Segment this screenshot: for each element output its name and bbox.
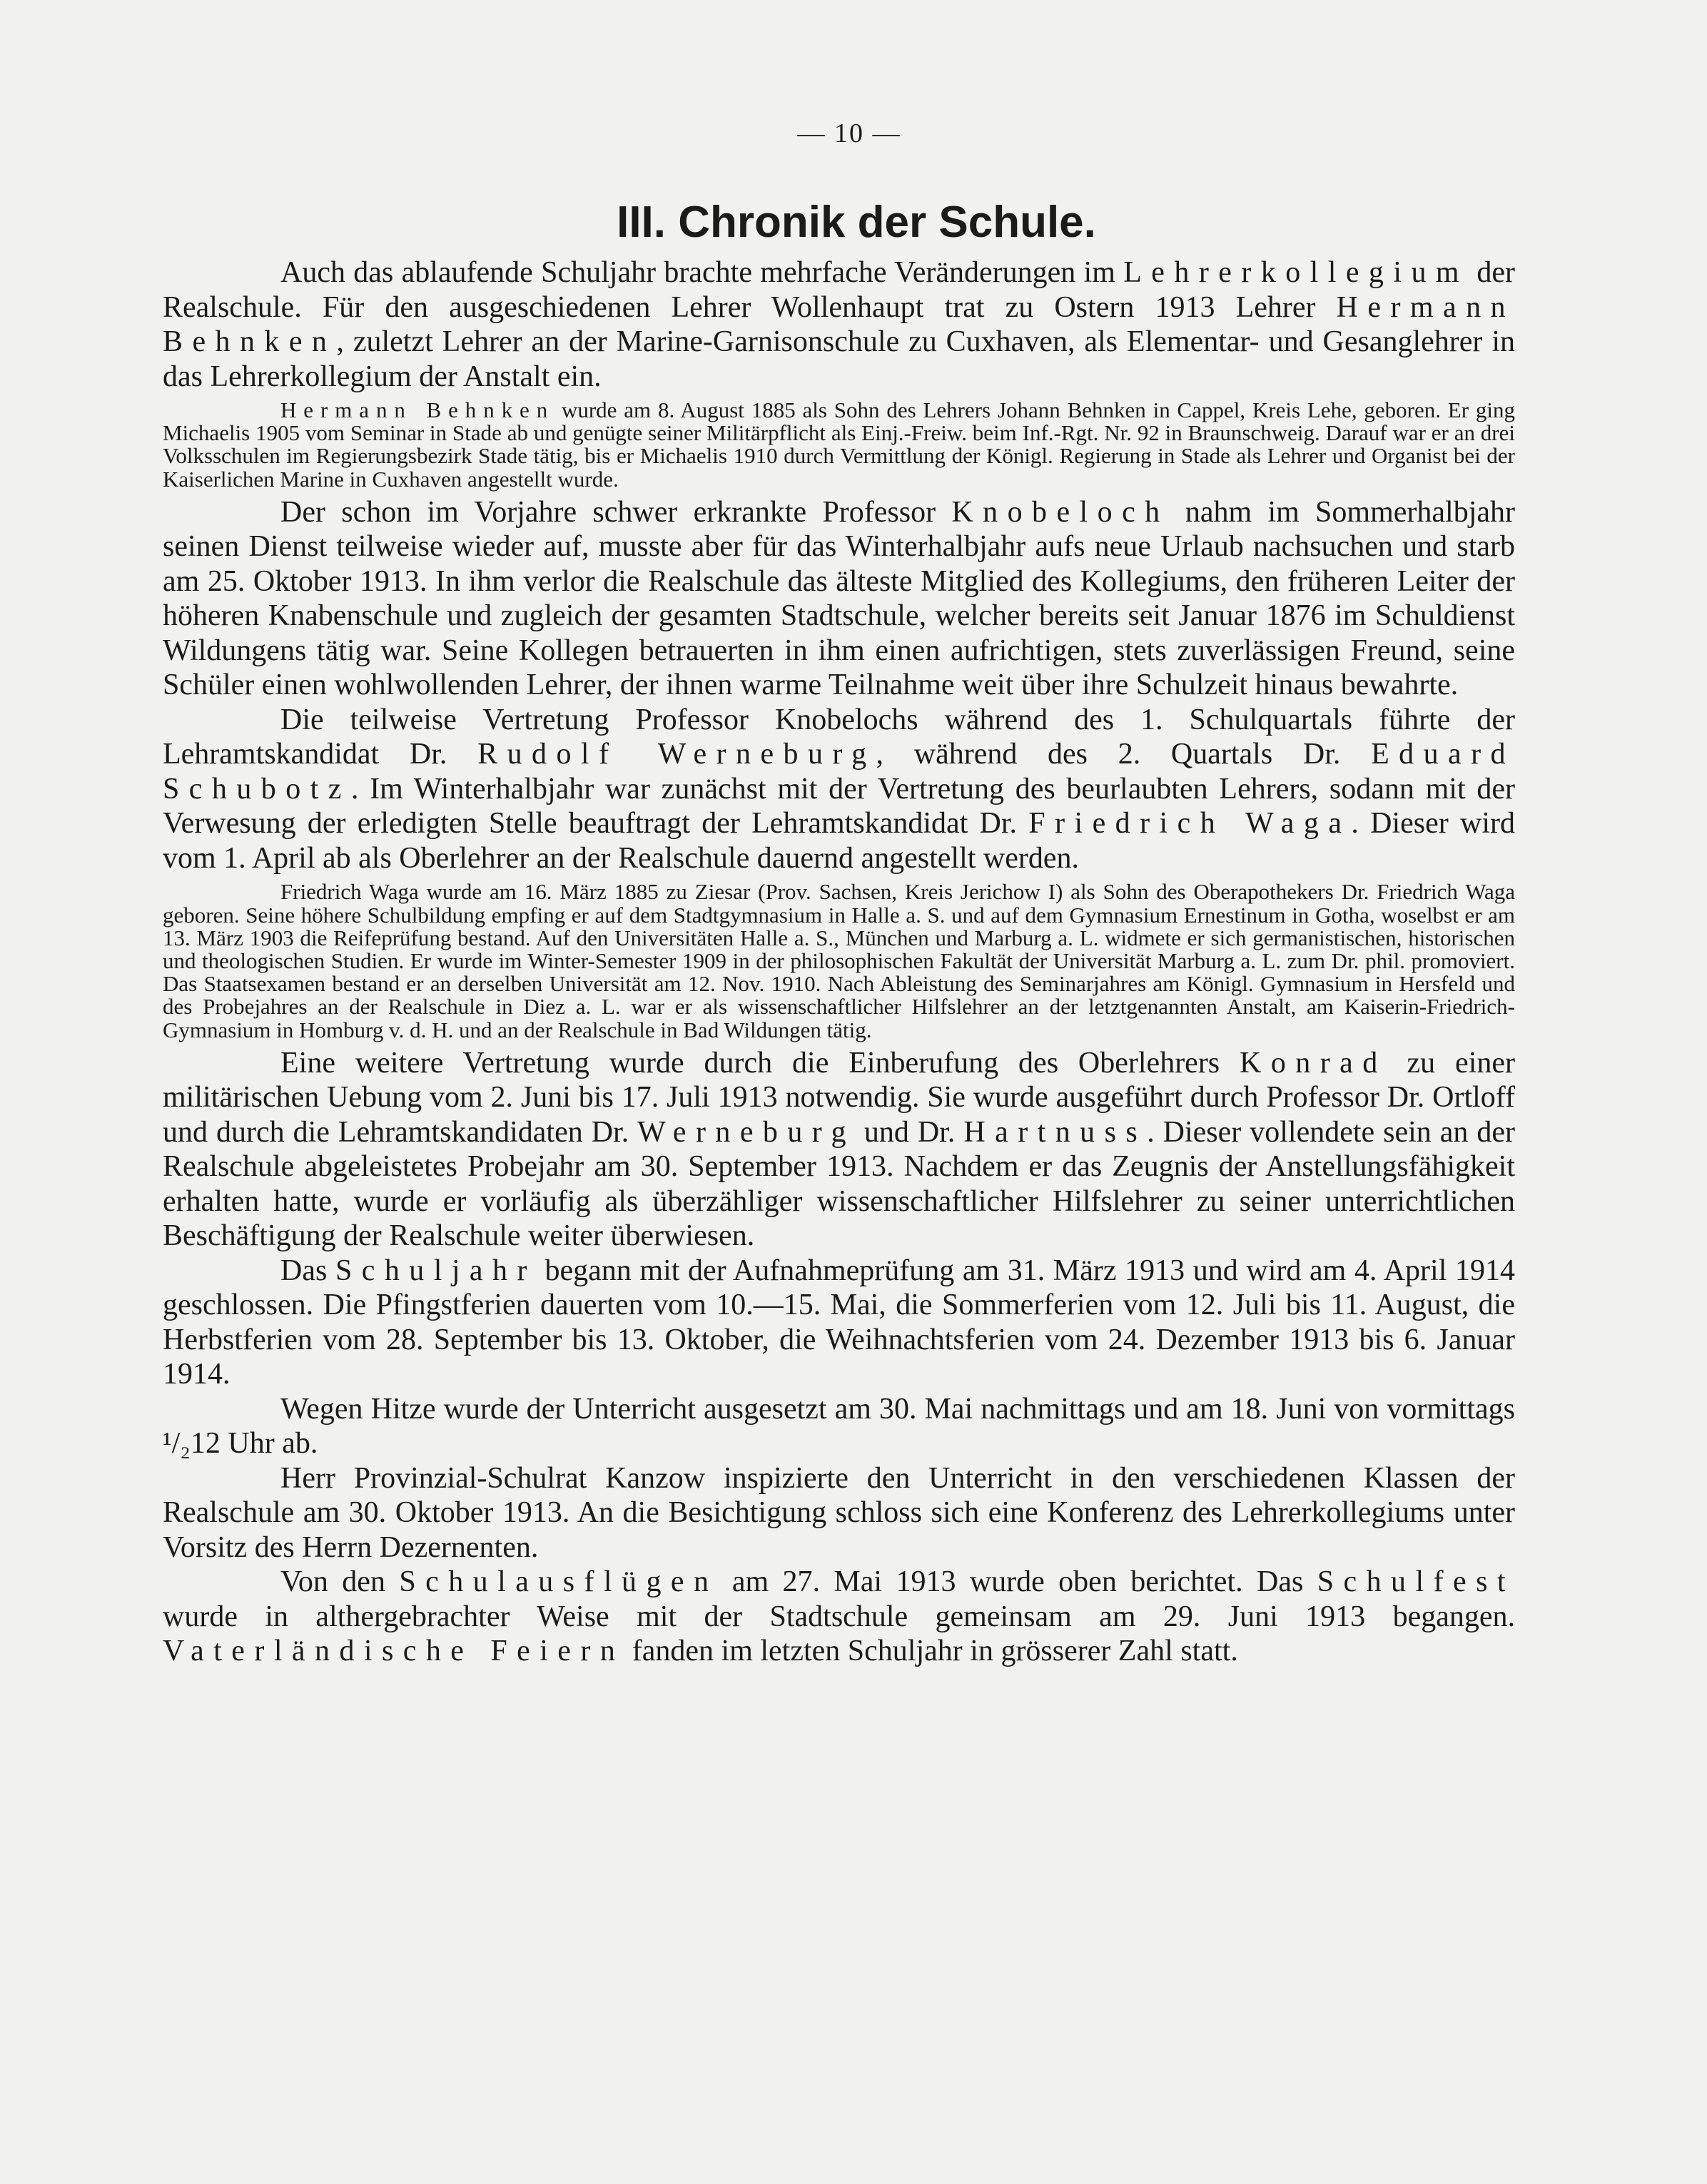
spaced-name: Werneburg xyxy=(637,1115,856,1149)
spaced-term: Lehrerkollegium xyxy=(1123,256,1469,289)
biography-note-behnken: Hermann Behnken wurde am 8. August 1885 als Sohn des Lehrers Johann Behnken in Cappel, Kreis Lehe, geboren. Er ging Michaelis 1905 vom Seminar in Stade ab und genügte seiner Militärpflicht als Einj.-Freiw. beim Inf.-Rgt. Nr. 92 in Braunschweig. Darauf war er an drei Volksschulen im Regierungsbezirk Stade tätig, bis er Michaelis 1910 durch Vermittlung der Königl. Regierung in Stade als Lehrer und Organist bei der Kaiserlichen Marine in Cuxhaven angestellt wurde. xyxy=(163,397,1515,492)
spaced-name: Rudolf Werneburg xyxy=(477,738,876,771)
section-title: III. Chronik der Schule. xyxy=(617,198,1096,247)
paragraph-substitution: Die teilweise Vertretung Professor Knobelochs während des 1. Schulquartals führte der Lehramtskandidat Dr. Rudolf Werneburg, während des 2. Quartals Dr. Eduard Schubotz. Im Winterhalbjahr war zunächst mit der Vertretung des beurlaubten Lehrers, sodann mit der Verwesung der erledigten Stelle beauftragt der Lehramtskandidat Dr. Friedrich Waga. Dieser wird vom 1. April ab als Oberlehrer an der Realschule dauernd angestellt werden. xyxy=(163,703,1516,875)
spaced-name: Hermann Behnken xyxy=(280,397,555,422)
paragraph-knobeloch: Der schon im Vorjahre schwer erkrankte Professor Knobeloch nahm im Sommerhalbjahr seinen Dienst teilweise wieder auf, musste aber für das Winterhalbjahr aufs neue Urlaub nachsuchen und starb am 25. Oktober 1913. In ihm verlor die Realschule das älteste Mitglied des Kollegiums, den früheren Leiter der höheren Knabenschule und zugleich der gesamten Stadtschule, welcher bereits seit Januar 1876 im Schuldienst Wildungens tätig war. Seine Kollegen betrauerten in ihm einen aufrichtigen, stets zuverlässigen Freund, seine Schüler einen wohlwollenden Lehrer, der ihnen warme Teilnahme weit über ihre Schulzeit hinaus bewahrte. xyxy=(163,495,1515,702)
paragraph-heat: Wegen Hitze wurde der Unterricht ausgesetzt am 30. Mai nachmittags und am 18. Juni von vormittags ¹/₂12 Uhr ab. xyxy=(163,1392,1515,1461)
spaced-term: Schulausflügen xyxy=(399,1565,719,1599)
paragraph-school-year: Das Schuljahr begann mit der Aufnahmeprüfung am 31. März 1913 und wird am 4. April 1914 geschlossen. Die Pfingstferien dauerten vom 10.—15. Mai, die Sommerferien vom 12. Juli bis 11. August, die Herbstferien vom 28. September bis 13. Oktober, die Weihnachtsferien vom 24. Dezember 1913 bis 6. Januar 1914. xyxy=(163,1254,1515,1391)
paragraph-inspection: Herr Provinzial-Schulrat Kanzow inspizierte den Unterricht in den verschiedenen Klassen der Realschule am 30. Oktober 1913. An die Besichtigung schloss sich eine Konferenz des Lehrerkollegiums unter Vorsitz des Herrn Dezernenten. xyxy=(163,1461,1515,1564)
paragraph-excursions: Von den Schulausflügen am 27. Mai 1913 wurde oben berichtet. Das Schulfest wurde in althergebrachter Weise mit der Stadtschule gemeinsam am 29. Juni 1913 begangen. Vaterländische Feiern fanden im letzten Schuljahr in grösserer Zahl statt. xyxy=(163,1565,1515,1668)
chronicle-text xyxy=(163,255,1515,1669)
paragraph-military-exercise: Eine weitere Vertretung wurde durch die Einberufung des Oberlehrers Konrad zu einer militärischen Uebung vom 2. Juni bis 17. Juli 1913 notwendig. Sie wurde ausgeführt durch Professor Dr. Ortloff und durch die Lehramtskandidaten Dr. Werneburg und Dr. Hartnuss. Dieser vollendete sein an der Realschule abgeleistetes Probejahr am 30. September 1913. Nachdem er das Zeugnis der Anstellungsfähigkeit erhalten hatte, wurde er vorläufig als überzähliger wissenschaftlicher Hilfslehrer zu seiner unterrichtlichen Beschäftigung der Realschule weiter überwiesen. xyxy=(163,1046,1516,1253)
spaced-name: Eduard Schubotz xyxy=(163,738,1516,806)
paragraph-staff-changes: Auch das ablaufende Schuljahr brachte mehrfache Veränderungen im Lehrerkollegium der Realschule. Für den ausgeschiedenen Lehrer Wollenhaupt trat zu Ostern 1913 Lehrer Hermann Behnken, zuletzt Lehrer an der Marine-Garnisonschule zu Cuxhaven, als Elementar- und Gesanglehrer in das Lehrerkollegium der Anstalt ein. xyxy=(163,256,1515,393)
spaced-term: Vaterländische Feiern xyxy=(163,1635,625,1668)
spaced-name: Knobeloch xyxy=(951,495,1170,529)
spaced-name: Friedrich Waga xyxy=(1028,807,1352,840)
spaced-name: Hermann Behnken xyxy=(163,290,1515,358)
spaced-name: Hartnuss xyxy=(963,1115,1148,1149)
page-number: — 10 — xyxy=(797,118,901,148)
spaced-term: Schuljahr xyxy=(335,1254,537,1287)
biography-note-waga: Friedrich Waga wurde am 16. März 1885 zu Ziesar (Prov. Sachsen, Kreis Jerichow I) als Sohn des Oberapothekers Dr. Friedrich Waga geboren. Seine höhere Schulbildung empfing er auf dem Stadtgymnasium in Halle a. S. und auf dem Gymnasium Ernestinum in Gotha, woselbst er am 13. März 1903 die Reifeprüfung bestand. Auf den Universitäten Halle a. S., München und Marburg a. L. widmete er sich germanistischen, historischen und theologischen Studien. Er wurde im Winter-Semester 1909 in der philosophischen Fakultät der Universität Marburg a. L. zum Dr. phil. promoviert. Das Staatsexamen bestand er an derselben Universität am 12. Nov. 1910. Nach Ableistung des Seminarjahres am Königl. Gymnasium in Hersfeld und des Probejahres an der Realschule in Diez a. L. war er als wissenschaftlicher Hilfslehrer an der letztgenannten Anstalt, am Kaiserin-Friedrich-Gymnasium in Homburg v. d. H. und an der Realschule in Bad Wildungen tätig. xyxy=(163,879,1515,1042)
spaced-name: Konrad xyxy=(1240,1046,1387,1080)
spaced-term: Schulfest xyxy=(1317,1565,1515,1599)
